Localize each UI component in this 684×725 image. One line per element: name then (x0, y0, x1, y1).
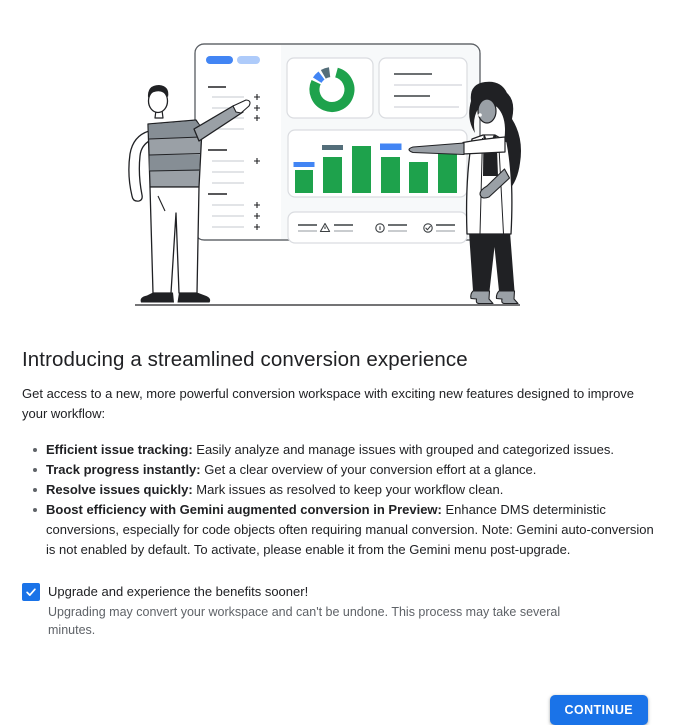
feature-item (46, 480, 662, 500)
bar-chart-card (288, 130, 467, 197)
dialog-body (0, 346, 684, 725)
feature-item-lead: Boost efficiency with Gemini augmented conversion in Preview: (46, 502, 442, 517)
status-card (288, 212, 467, 243)
checkbox-description: Upgrading may convert your workspace and can't be undone. This process may take several minutes. (48, 605, 561, 637)
continue-button[interactable]: CONTINUE (550, 695, 648, 725)
page-title: Introducing a streamlined conversion experience (22, 348, 468, 371)
feature-item-lead: Resolve issues quickly: (46, 482, 193, 497)
feature-list (22, 440, 662, 560)
checkmark-icon (24, 585, 38, 599)
text-card (379, 58, 467, 118)
feature-item-text: Enhance DMS deterministic conversions, especially for code objects often requiring manual conversion. Note: Gemini auto-conversion is not enabled by default. To activate, please enable it from the Gemini menu post-upgrade. (46, 502, 654, 557)
upgrade-illustration (0, 0, 684, 310)
dashboard-panel (195, 44, 480, 243)
feature-item (46, 440, 662, 460)
feature-item-text: Get a clear overview of your conversion effort at a glance. (200, 462, 537, 477)
checkbox-label[interactable]: Upgrade and experience the benefits sooner! (48, 584, 309, 599)
feature-item (46, 460, 662, 480)
feature-item (46, 500, 662, 560)
feature-item-text: Easily analyze and manage issues with grouped and categorized issues. (192, 442, 614, 457)
feature-item-text: Mark issues as resolved to keep your workflow clean. (192, 482, 504, 497)
donut-chart-card (287, 58, 373, 118)
upgrade-checkbox[interactable] (22, 583, 40, 601)
feature-item-lead: Efficient issue tracking: (46, 442, 193, 457)
feature-item-lead: Track progress instantly: (46, 462, 201, 477)
intro-text: Get access to a new, more powerful conversion workspace with exciting new features designed to improve your workflow: (22, 386, 635, 421)
